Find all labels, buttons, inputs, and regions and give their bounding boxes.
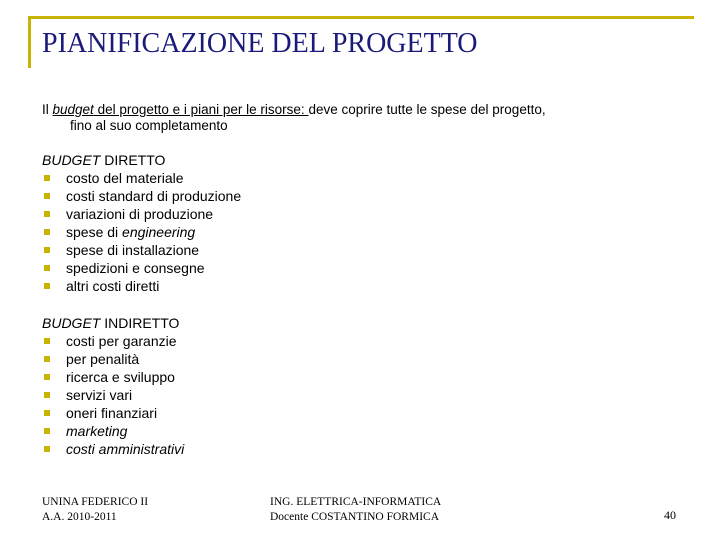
indirect-budget-section	[42, 314, 184, 458]
intro-line2: fino al suo completamento	[70, 118, 228, 133]
direct-budget-section	[42, 151, 241, 295]
bullet-square-icon	[44, 446, 50, 452]
list-item: spese di engineering	[42, 223, 241, 241]
title-accent-vertical	[28, 16, 31, 68]
list-item: costi per garanzie	[42, 332, 184, 350]
footer-academic-year: A.A. 2010-2011	[42, 511, 117, 523]
bullet-square-icon	[44, 265, 50, 271]
bullet-square-icon	[44, 175, 50, 181]
indirect-budget-list	[42, 332, 184, 458]
footer-university	[42, 495, 148, 525]
bullet-square-icon	[44, 193, 50, 199]
footer-course	[270, 495, 441, 525]
list-item: per penalità	[42, 350, 184, 368]
page-number: 40	[664, 508, 676, 522]
intro-budget-word: budget del progetto e i piani per le risorse:	[52, 102, 309, 117]
list-item: oneri finanziari	[42, 404, 184, 422]
title-accent-horizontal	[28, 16, 694, 19]
list-item: costo del materiale	[42, 169, 241, 187]
footer-teacher: Docente COSTANTINO FORMICA	[270, 511, 440, 523]
bullet-square-icon	[44, 283, 50, 289]
list-item: ricerca e sviluppo	[42, 368, 184, 386]
list-item: spese di installazione	[42, 241, 241, 259]
intro-paragraph	[42, 102, 672, 134]
indirect-budget-heading: BUDGET INDIRETTO	[42, 315, 180, 331]
bullet-square-icon	[44, 247, 50, 253]
intro-part1: Il	[42, 102, 53, 117]
list-item: servizi vari	[42, 386, 184, 404]
bullet-square-icon	[44, 211, 50, 217]
direct-budget-list	[42, 169, 241, 295]
bullet-square-icon	[44, 428, 50, 434]
bullet-square-icon	[44, 229, 50, 235]
direct-budget-heading: BUDGET DIRETTO	[42, 152, 166, 168]
bullet-square-icon	[44, 374, 50, 380]
bullet-square-icon	[44, 392, 50, 398]
list-item: altri costi diretti	[42, 277, 241, 295]
list-item: variazioni di produzione	[42, 205, 241, 223]
page-title: PIANIFICAZIONE DEL PROGETTO	[42, 28, 478, 59]
bullet-square-icon	[44, 356, 50, 362]
intro-part3: deve coprire tutte le spese del progetto,	[308, 102, 546, 117]
footer-university-name: UNINA FEDERICO II	[42, 496, 149, 508]
footer-course-name: ING. ELETTRICA-INFORMATICA	[270, 496, 442, 508]
list-item: costi amministrativi	[42, 440, 184, 458]
list-item: marketing	[42, 422, 184, 440]
bullet-square-icon	[44, 338, 50, 344]
list-item: costi standard di produzione	[42, 187, 241, 205]
list-item: spedizioni e consegne	[42, 259, 241, 277]
bullet-square-icon	[44, 410, 50, 416]
